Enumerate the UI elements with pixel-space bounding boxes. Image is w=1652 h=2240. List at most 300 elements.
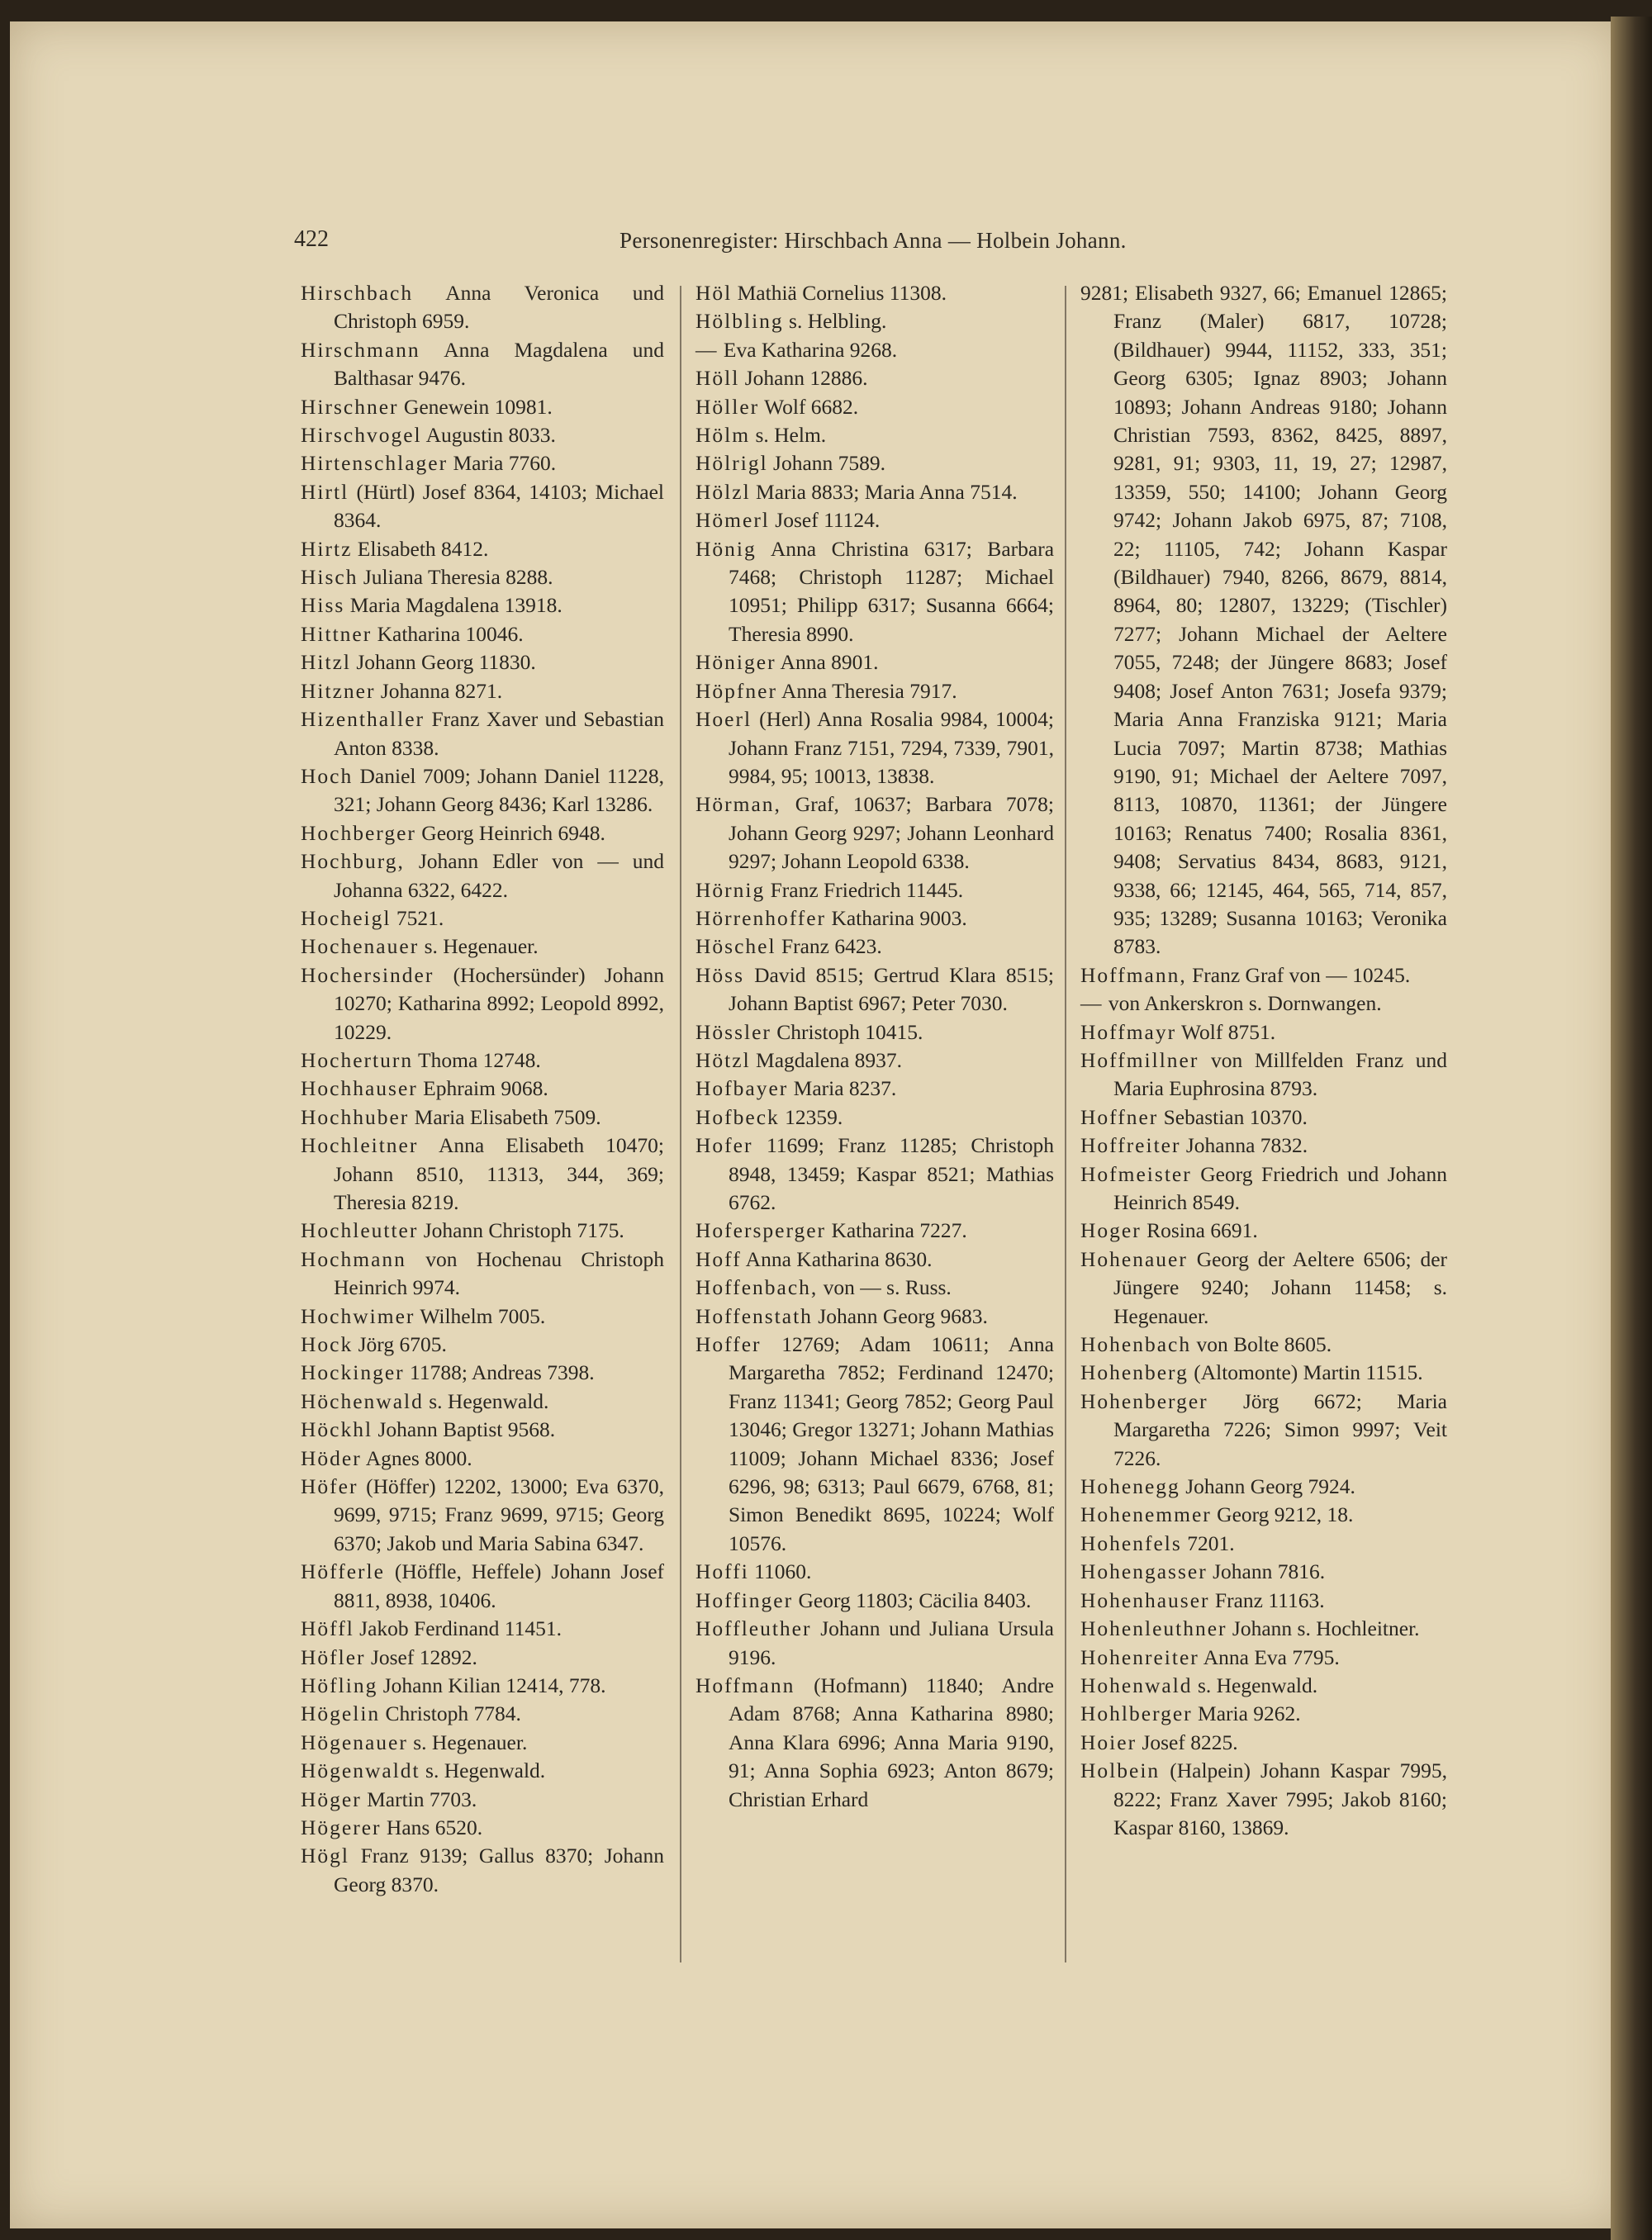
- entry-headword: Höss: [695, 962, 745, 987]
- entry-headword: Hohenegg: [1080, 1474, 1180, 1499]
- index-entry: [1080, 1558, 1447, 1586]
- entry-headword: Hölm: [695, 423, 751, 448]
- index-entry: [1080, 1700, 1447, 1728]
- index-entry: [1080, 1103, 1447, 1132]
- entry-headword: Höller: [695, 394, 760, 419]
- entry-headword: Hitzl: [301, 650, 351, 675]
- index-entry: [1080, 1246, 1447, 1331]
- entry-headword: Hössler: [695, 1019, 771, 1044]
- entry-text: Eva Katharina 9268.: [723, 337, 898, 362]
- entry-text: Daniel 7009; Johann Daniel 11228, 321; Johann Georg 8436; Karl 13286.: [334, 763, 664, 817]
- entry-headword: Hochhauser: [301, 1076, 418, 1101]
- entry-headword: Hötzl: [695, 1047, 751, 1072]
- index-entry: [301, 677, 664, 705]
- index-entry: [301, 847, 664, 904]
- index-entry: [695, 790, 1054, 876]
- entry-headword: Höfer: [301, 1474, 358, 1499]
- book-page: [10, 21, 1621, 2228]
- entry-headword: Hohenbach: [1080, 1332, 1192, 1357]
- entry-text: Johann Georg 7924.: [1185, 1474, 1355, 1499]
- entry-headword: Höll: [695, 366, 740, 391]
- entry-headword: Höckhl: [301, 1417, 373, 1442]
- entry-text: Elisabeth 8412.: [357, 536, 489, 561]
- index-entry: [301, 1217, 664, 1245]
- entry-headword: Hoffmillner: [1080, 1047, 1199, 1072]
- entry-text: Franz Graf von — 10245.: [1192, 962, 1411, 987]
- entry-headword: Hoffmayr: [1080, 1019, 1177, 1044]
- index-entry: [301, 1303, 664, 1331]
- index-entry: [1080, 989, 1447, 1018]
- index-entry: [1080, 1046, 1447, 1103]
- entry-headword: Hohenemmer: [1080, 1502, 1212, 1527]
- entry-headword: Hohenleuthner: [1080, 1616, 1227, 1641]
- index-entry: [695, 648, 1054, 676]
- entry-text: Sebastian 10370.: [1163, 1104, 1308, 1129]
- index-entry: [301, 1103, 664, 1132]
- entry-headword: Hoch: [301, 763, 354, 788]
- index-entry: [1080, 1501, 1447, 1529]
- entry-text: Johanna 8271.: [380, 678, 503, 703]
- index-entry: [695, 1615, 1054, 1672]
- entry-text: Johann Kilian 12414, 778.: [382, 1673, 606, 1697]
- entry-headword: Hölbling: [695, 309, 784, 334]
- index-entry: [301, 563, 664, 591]
- column-divider: [1065, 286, 1066, 1962]
- entry-headword: Hoffner: [1080, 1104, 1159, 1129]
- entry-headword: Hohenwald: [1080, 1673, 1193, 1697]
- index-entry: [695, 535, 1054, 649]
- entry-text: s. Hegenauer.: [424, 934, 539, 959]
- entry-headword: Hohenreiter: [1080, 1644, 1199, 1669]
- entry-text: Anna 8901.: [780, 650, 879, 675]
- index-entry: [1080, 1587, 1447, 1615]
- index-entry: [301, 1757, 664, 1785]
- index-entry: [1080, 1359, 1447, 1387]
- entry-text: (Hofmann) 11840; Andre Adam 8768; Anna Katharina 8980; Anna Klara 6996; Anna Maria 9190, 91; Anna Sophia 6923; Anton 8679; Christian Erhard: [729, 1673, 1054, 1811]
- entry-text: Rosina 6691.: [1146, 1218, 1258, 1243]
- index-entry: [301, 1615, 664, 1643]
- entry-text: Anna Veronica und Christoph 6959.: [334, 281, 664, 334]
- index-entry: [695, 364, 1054, 392]
- column-divider: [680, 286, 681, 1962]
- entry-text: Johann und Juliana Ursula 9196.: [729, 1616, 1054, 1669]
- entry-text: s. Hegenwald.: [429, 1388, 549, 1413]
- index-entry: [301, 933, 664, 961]
- entry-text: Josef 11124.: [775, 508, 881, 533]
- index-entry: [301, 1046, 664, 1075]
- entry-headword: Hohengasser: [1080, 1559, 1208, 1584]
- index-entry: [301, 279, 664, 336]
- entry-text: Johann 12886.: [744, 366, 868, 391]
- entry-headword: Höl: [695, 281, 733, 305]
- index-entry: [695, 1246, 1054, 1274]
- index-entry: [695, 876, 1054, 904]
- entry-text: 11060.: [754, 1559, 812, 1584]
- index-entry: [301, 1132, 664, 1217]
- entry-text: Johann Christoph 7175.: [423, 1218, 624, 1243]
- entry-text: 12769; Adam 10611; Anna Margaretha 7852; Ferdinand 12470; Franz 11341; Georg 7852; Georg Paul 13046; Gregor 13271; Johann Mathias 11009; Johann Michael 8336; Josef 6296, 98; 6313; Paul 6679, 6768, 81; Simon Benedikt 8695, 10224; Wolf 10576.: [729, 1332, 1054, 1555]
- entry-text: Georg Friedrich und Johann Heinrich 8549.: [1113, 1161, 1447, 1214]
- entry-text: Christoph 10415.: [776, 1019, 923, 1044]
- entry-text: Georg 9212, 18.: [1217, 1502, 1354, 1527]
- entry-text: Magdalena 8937.: [756, 1047, 903, 1072]
- entry-text: (Höffer) 12202, 13000; Eva 6370, 9699, 9715; Franz 9699, 9715; Georg 6370; Jakob und Maria Sabina 6347.: [334, 1474, 665, 1555]
- entry-headword: Högenauer: [301, 1730, 408, 1754]
- index-entry: [695, 1274, 1054, 1302]
- entry-headword: Hisch: [301, 565, 358, 590]
- entry-headword: Höpfner: [695, 678, 777, 703]
- index-entry: [695, 336, 1054, 364]
- index-entry: [301, 591, 664, 619]
- entry-text: (Höffle, Heffele) Johann Josef 8811, 8938, 10406.: [334, 1559, 665, 1612]
- entry-text: Maria 7760.: [453, 451, 557, 476]
- entry-text: Graf, 10637; Barbara 7078; Johann Georg 9297; Johann Leonhard 9297; Johann Leopold 6338.: [729, 792, 1054, 874]
- entry-headword: Högl: [301, 1844, 349, 1868]
- index-entry: [1080, 1331, 1447, 1359]
- entry-text: Mathiä Cornelius 11308.: [737, 281, 947, 305]
- entry-headword: Hofmeister: [1080, 1161, 1192, 1186]
- entry-headword: Hohenberg: [1080, 1360, 1189, 1385]
- entry-headword: Hocherturn: [301, 1047, 414, 1072]
- entry-headword: Hochersinder: [301, 962, 434, 987]
- index-entry: [695, 1018, 1054, 1046]
- entry-text: Hans 6520.: [386, 1815, 483, 1839]
- entry-headword: Hochburg,: [301, 849, 405, 874]
- entry-headword: Högelin: [301, 1701, 381, 1726]
- index-entry: [301, 1672, 664, 1700]
- entry-headword: —: [695, 337, 719, 362]
- index-entry: [301, 1246, 664, 1303]
- entry-headword: Hirschvogel: [301, 423, 422, 448]
- entry-headword: Hörman,: [695, 792, 781, 817]
- entry-text: von — s. Russ.: [823, 1275, 952, 1300]
- entry-headword: Hochleitner: [301, 1133, 419, 1158]
- entry-text: Anna Eva 7795.: [1203, 1644, 1340, 1669]
- index-entry: [695, 1075, 1054, 1103]
- index-entry: [301, 1331, 664, 1359]
- index-entry: [695, 961, 1054, 1018]
- entry-headword: Hock: [301, 1332, 354, 1357]
- entry-text: Ephraim 9068.: [423, 1076, 548, 1101]
- entry-text: s. Hegenwald.: [425, 1758, 546, 1783]
- entry-headword: Hömerl: [695, 508, 770, 533]
- entry-text: Thoma 12748.: [418, 1047, 541, 1072]
- entry-text: 11788; Andreas 7398.: [410, 1360, 595, 1385]
- index-entry: [301, 1644, 664, 1672]
- index-entry: [301, 393, 664, 421]
- entry-headword: Hochenauer: [301, 934, 420, 959]
- entry-headword: Hoffi: [695, 1559, 749, 1584]
- index-entry: [301, 1700, 664, 1728]
- index-entry: [301, 449, 664, 477]
- index-entry: [695, 421, 1054, 449]
- entry-headword: Hittner: [301, 621, 373, 646]
- index-entry: [301, 819, 664, 847]
- index-entry: [1080, 1644, 1447, 1672]
- entry-text: Johann Georg 9683.: [818, 1303, 988, 1328]
- index-entry: [301, 1075, 664, 1103]
- index-entry: [301, 904, 664, 933]
- entry-headword: Höniger: [695, 650, 776, 675]
- entry-text: 7201.: [1187, 1531, 1235, 1555]
- index-entry: [1080, 1217, 1447, 1245]
- entry-headword: Hohenberger: [1080, 1388, 1208, 1413]
- entry-text: Georg der Aeltere 6506; der Jüngere 9240; Johann 11458; s. Hegenauer.: [1113, 1246, 1448, 1328]
- index-entry: [695, 279, 1054, 307]
- entry-headword: Hochhuber: [301, 1104, 410, 1129]
- entry-text: 11699; Franz 11285; Christoph 8948, 13459; Kaspar 8521; Mathias 6762.: [729, 1133, 1054, 1214]
- entry-text: Anna Katharina 8630.: [745, 1246, 933, 1271]
- index-entry: [1080, 1615, 1447, 1643]
- entry-text: Jörg 6672; Maria Margaretha 7226; Simon 9997; Veit 7226.: [1113, 1388, 1447, 1470]
- index-entry: [301, 762, 664, 819]
- entry-text: Maria 8237.: [793, 1076, 897, 1101]
- index-entry: [1080, 1729, 1447, 1757]
- index-entry: [301, 1814, 664, 1842]
- entry-text: Agnes 8000.: [365, 1445, 472, 1470]
- index-entry: [695, 1132, 1054, 1217]
- entry-headword: Höchenwald: [301, 1388, 424, 1413]
- index-entry: [301, 1416, 664, 1444]
- index-entry: [695, 904, 1054, 933]
- entry-text: Jakob Ferdinand 11451.: [359, 1616, 562, 1641]
- entry-text: Maria Magdalena 13918.: [349, 593, 563, 618]
- entry-headword: Hohlberger: [1080, 1701, 1193, 1726]
- index-entry: [695, 1587, 1054, 1615]
- entry-headword: Hoffinger: [695, 1587, 794, 1612]
- entry-text: 7521.: [396, 905, 444, 930]
- entry-headword: Hochwimer: [301, 1303, 415, 1328]
- index-entry: [695, 1046, 1054, 1075]
- entry-text: von Ankerskron s. Dornwangen.: [1108, 991, 1382, 1016]
- entry-text: Katharina 7227.: [831, 1218, 967, 1243]
- index-column-1: [301, 279, 664, 1899]
- entry-headword: Hohenfels: [1080, 1531, 1182, 1555]
- entry-headword: Hoerl: [695, 707, 752, 732]
- entry-headword: Hohenhauser: [1080, 1587, 1210, 1612]
- index-entry: [695, 1103, 1054, 1132]
- entry-text: Josef 12892.: [370, 1644, 477, 1669]
- index-entry: [1080, 1672, 1447, 1700]
- index-entry: [301, 1473, 664, 1558]
- index-entry: [695, 677, 1054, 705]
- index-entry: [695, 1558, 1054, 1586]
- entry-text: Juliana Theresia 8288.: [363, 565, 553, 590]
- entry-headword: Högenwaldt: [301, 1758, 420, 1783]
- entry-headword: Hofersperger: [695, 1218, 827, 1243]
- entry-text: Anna Magdalena und Balthasar 9476.: [334, 337, 664, 391]
- entry-headword: Hoffreiter: [1080, 1133, 1181, 1158]
- index-entry: [1080, 1530, 1447, 1558]
- index-entry: [301, 1445, 664, 1473]
- entry-text: David 8515; Gertrud Klara 8515; Johann Baptist 6967; Peter 7030.: [729, 962, 1055, 1016]
- entry-text: s. Hegenauer.: [413, 1730, 528, 1754]
- entry-text: Anna Elisabeth 10470; Johann 8510, 11313, 344, 369; Theresia 8219.: [334, 1133, 665, 1214]
- entry-headword: Hirtenschlager: [301, 451, 449, 476]
- entry-text: Augustin 8033.: [425, 423, 556, 448]
- entry-text: Maria 9262.: [1198, 1701, 1301, 1726]
- index-entry: [695, 1217, 1054, 1245]
- entry-headword: Höger: [301, 1787, 362, 1811]
- entry-text: Franz 6423.: [781, 934, 882, 959]
- index-entry: [695, 1672, 1054, 1814]
- entry-headword: Hochberger: [301, 820, 416, 845]
- index-entry: [695, 1331, 1054, 1558]
- index-entry: [1080, 1132, 1447, 1160]
- entry-headword: Hoger: [1080, 1218, 1142, 1243]
- entry-headword: Hönig: [695, 536, 757, 561]
- index-entry: [301, 535, 664, 563]
- entry-headword: Hoffmann: [695, 1673, 795, 1697]
- entry-headword: Hockinger: [301, 1360, 405, 1385]
- entry-text: Franz 11163.: [1214, 1587, 1325, 1612]
- entry-text: von Bolte 8605.: [1196, 1332, 1332, 1357]
- entry-text: (Herl) Anna Rosalia 9984, 10004; Johann Franz 7151, 7294, 7339, 7901, 9984, 95; 10013, 13838.: [729, 707, 1054, 788]
- entry-text: Johann Edler von — und Johanna 6322, 6422.: [334, 849, 665, 902]
- entry-headword: Hitzner: [301, 678, 376, 703]
- entry-text: (Halpein) Johann Kaspar 7995, 8222; Franz Xaver 7995; Jakob 8160; Kaspar 8160, 13869.: [1113, 1758, 1447, 1839]
- entry-text: Martin 7703.: [367, 1787, 477, 1811]
- index-entry: [301, 1388, 664, 1416]
- entry-text: von Hochenau Christoph Heinrich 9974.: [334, 1246, 664, 1300]
- index-entry: [301, 1359, 664, 1387]
- page-number: 422: [294, 226, 329, 252]
- entry-text: Wolf 6682.: [764, 394, 859, 419]
- entry-headword: Hirschner: [301, 394, 399, 419]
- entry-headword: Hoffenbach,: [695, 1275, 819, 1300]
- entry-headword: Hofbayer: [695, 1076, 789, 1101]
- index-entry: [695, 478, 1054, 506]
- index-entry: [695, 933, 1054, 961]
- entry-text: Katharina 9003.: [831, 905, 967, 930]
- entry-headword: Hörrenhoffer: [695, 905, 827, 930]
- entry-text: Johann 7589.: [773, 451, 886, 476]
- entry-text: (Hochersünder) Johann 10270; Katharina 8992; Leopold 8992, 10229.: [334, 962, 664, 1044]
- index-entry: [1080, 1018, 1447, 1046]
- index-entry: [695, 705, 1054, 790]
- entry-headword: Hirschmann: [301, 337, 420, 362]
- entry-headword: —: [1080, 991, 1104, 1016]
- entry-text: Maria 8833; Maria Anna 7514.: [756, 479, 1018, 504]
- index-entry: [301, 1729, 664, 1757]
- index-entry: [301, 336, 664, 393]
- entry-headword: Hochmann: [301, 1246, 406, 1271]
- index-entry: [695, 506, 1054, 534]
- entry-headword: Hirtl: [301, 479, 349, 504]
- index-entry: [1080, 1757, 1447, 1842]
- index-entry: [1080, 961, 1447, 989]
- entry-headword: Hölrigl: [695, 451, 768, 476]
- entry-headword: Hoffmann,: [1080, 962, 1187, 987]
- entry-text: 9281; Elisabeth 9327, 66; Emanuel 12865; Franz (Maler) 6817, 10728; (Bildhauer) 9944, 11152, 333, 351; Georg 6305; Ignaz 8903; Johann 10893; Johann Andreas 9180; Johann Christian 7593, 8362, 8425, 8897, 9281, 91; 9303, 11, 19, 27; 12987, 13359, 550; 14100; Johann Georg 9742; Johann Jakob 6975, 87; 7108, 22; 11105, 742; Johann Kaspar (Bildhauer) 7940, 8266, 8679, 8814, 8964, 80; 12807, 13229; (Tischler) 7277; Johann Michael der Aeltere 7055, 7248; der Jüngere 8683; Josef 9408; Josef Anton 7631; Josefa 9379; Maria Anna Franziska 9121; Maria Lucia 7097; Martin 8738; Mathias 9190, 91; Michael der Aeltere 7097, 8113, 10870, 11361; der Jüngere 10163; Renatus 7400; Rosalia 8361, 9408; Servatius 8434, 8683, 9121, 9338, 66; 12145, 464, 565, 714, 857, 935; 13289; Susanna 10163; Veronika 8783.: [1080, 281, 1447, 959]
- entry-text: Johann Baptist 9568.: [377, 1417, 556, 1442]
- entry-headword: Hoffer: [695, 1332, 762, 1357]
- entry-headword: Hizenthaller: [301, 707, 425, 732]
- entry-text: (Altomonte) Martin 11515.: [1194, 1360, 1423, 1385]
- entry-text: Maria Elisabeth 7509.: [414, 1104, 601, 1129]
- entry-headword: Höder: [301, 1445, 362, 1470]
- entry-text: Franz Friedrich 11445.: [770, 877, 964, 902]
- index-entry: [1080, 1473, 1447, 1501]
- entry-headword: Hoier: [1080, 1730, 1137, 1754]
- index-entry: [301, 648, 664, 676]
- entry-headword: Hohenauer: [1080, 1246, 1188, 1271]
- index-entry: [301, 961, 664, 1046]
- index-entry: [301, 705, 664, 762]
- entry-headword: Hofbeck: [695, 1104, 780, 1129]
- index-entry: [1080, 279, 1447, 961]
- index-entry: [695, 1303, 1054, 1331]
- entry-text: Georg Heinrich 6948.: [421, 820, 605, 845]
- entry-headword: Hoffleuther: [695, 1616, 812, 1641]
- entry-text: Anna Theresia 7917.: [781, 678, 957, 703]
- index-entry: [301, 1558, 664, 1615]
- index-column-2: [695, 279, 1054, 1814]
- running-title: Personenregister: Hirschbach Anna — Holbein Johann.: [620, 228, 1127, 253]
- entry-text: 12359.: [785, 1104, 843, 1129]
- entry-headword: Hochleutter: [301, 1218, 419, 1243]
- entry-headword: Höffl: [301, 1616, 354, 1641]
- entry-headword: Hoff: [695, 1246, 742, 1271]
- index-entry: [695, 393, 1054, 421]
- index-column-3: [1080, 279, 1447, 1842]
- entry-headword: Hörnig: [695, 877, 766, 902]
- index-entry: [695, 307, 1054, 335]
- entry-text: Christoph 7784.: [385, 1701, 521, 1726]
- index-entry: [301, 620, 664, 648]
- page-header: [10, 218, 1621, 268]
- entry-headword: Höfler: [301, 1644, 366, 1669]
- entry-text: s. Helbling.: [789, 309, 887, 334]
- entry-text: Johanna 7832.: [1185, 1133, 1308, 1158]
- index-entry: [301, 1786, 664, 1814]
- entry-headword: Hoffenstath: [695, 1303, 813, 1328]
- index-entry: [301, 421, 664, 449]
- entry-text: Josef 8225.: [1142, 1730, 1238, 1754]
- entry-headword: Holbein: [1080, 1758, 1161, 1783]
- entry-headword: Höfferle: [301, 1559, 385, 1584]
- entry-headword: Höfling: [301, 1673, 378, 1697]
- entry-text: Jörg 6705.: [358, 1332, 447, 1357]
- entry-text: s. Helm.: [755, 423, 827, 448]
- entry-text: Franz 9139; Gallus 8370; Johann Georg 8370.: [334, 1844, 664, 1896]
- entry-headword: Höschel: [695, 934, 776, 959]
- index-entry: [301, 1842, 664, 1899]
- index-entry: [301, 478, 664, 535]
- entry-text: Genewein 10981.: [403, 394, 553, 419]
- entry-text: von Millfelden Franz und Maria Euphrosina 8793.: [1113, 1047, 1448, 1101]
- entry-text: Johann 7816.: [1213, 1559, 1326, 1584]
- entry-headword: Hofer: [695, 1133, 753, 1158]
- entry-headword: Högerer: [301, 1815, 382, 1839]
- entry-text: Georg 11803; Cäcilia 8403.: [798, 1587, 1032, 1612]
- entry-text: Johann Georg 11830.: [356, 650, 536, 675]
- index-entry: [695, 449, 1054, 477]
- entry-headword: Hölzl: [695, 479, 751, 504]
- entry-text: Johann s. Hochleitner.: [1232, 1616, 1420, 1641]
- page-edge-shadow: [1611, 17, 1652, 2240]
- entry-text: Anna Christina 6317; Barbara 7468; Christoph 11287; Michael 10951; Philipp 6317; Susanna 6664; Theresia 8990.: [729, 536, 1055, 646]
- entry-text: s. Hegenwald.: [1197, 1673, 1318, 1697]
- entry-text: Wilhelm 7005.: [420, 1303, 546, 1328]
- entry-headword: Hiss: [301, 593, 345, 618]
- entry-headword: Hocheigl: [301, 905, 392, 930]
- index-entry: [1080, 1388, 1447, 1473]
- entry-headword: Hirtz: [301, 536, 353, 561]
- entry-text: Wolf 8751.: [1181, 1019, 1276, 1044]
- entry-text: Katharina 10046.: [377, 621, 524, 646]
- entry-headword: Hirschbach: [301, 281, 414, 305]
